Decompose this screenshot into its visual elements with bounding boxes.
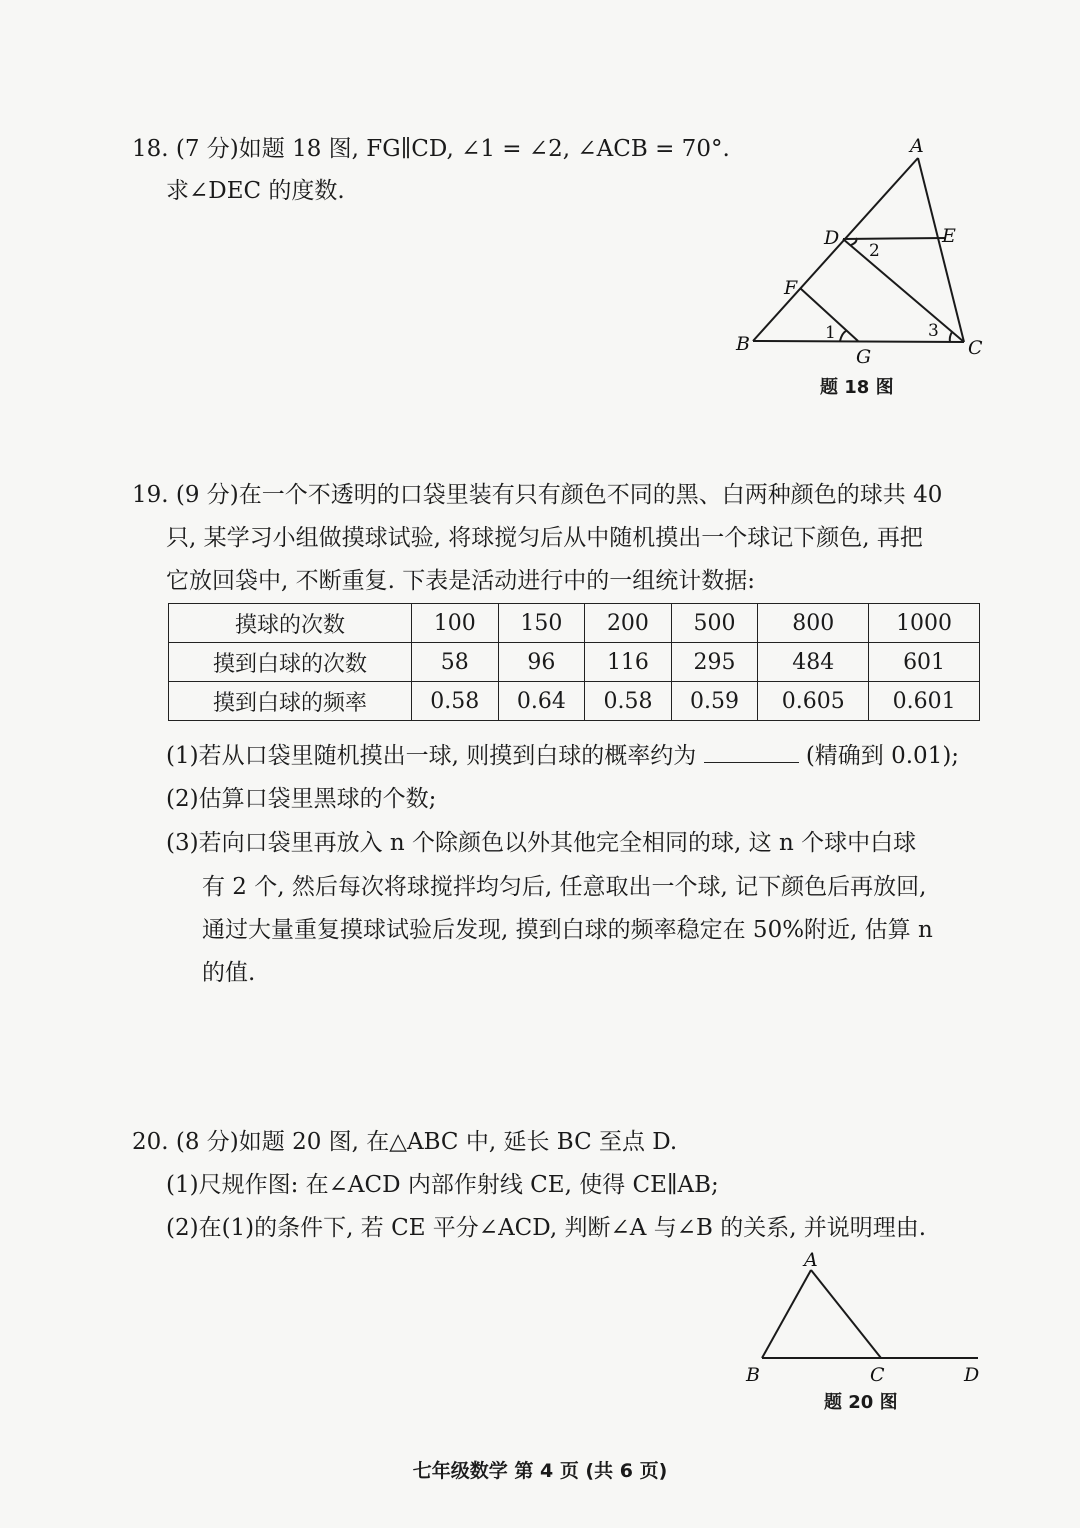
q20-figure-caption: 题 20 图	[824, 1392, 898, 1413]
table-cell: 1000	[869, 604, 980, 643]
answer-blank	[704, 740, 799, 763]
q18-side-ab	[753, 158, 918, 341]
q18-label-g: G	[856, 346, 872, 368]
row-header: 摸到白球的次数	[169, 643, 412, 682]
q20-label-a: A	[804, 1249, 818, 1271]
q20-part-2: (2)在(1)的条件下, 若 CE 平分∠ACD, 判断∠A 与∠B 的关系, 并说明理由.	[166, 1215, 927, 1241]
q19-line-2: 只, 某学习小组做摸球试验, 将球搅匀后从中随机摸出一个球记下颜色, 再把	[166, 525, 923, 551]
q19-line-1: 19. (9 分)在一个不透明的口袋里装有只有颜色不同的黑、白两种颜色的球共 40	[132, 482, 943, 508]
table-cell: 601	[869, 643, 980, 682]
table-cell: 0.601	[869, 682, 980, 721]
q18-figure	[728, 130, 998, 370]
table-cell: 96	[498, 643, 585, 682]
q18-segment-dc	[843, 239, 964, 342]
q19-part-2: (2)估算口袋里黑球的个数;	[166, 786, 437, 812]
page-footer: 七年级数学 第 4 页 (共 6 页)	[412, 1460, 668, 1482]
table-cell: 0.605	[758, 682, 869, 721]
q18-label-b: B	[736, 333, 750, 355]
q19-part-3-line-4: 的值.	[202, 960, 256, 986]
q20-label-c: C	[870, 1364, 885, 1386]
q19-part-3-line-2: 有 2 个, 然后每次将球搅拌均匀后, 任意取出一个球, 记下颜色后再放回,	[202, 874, 927, 900]
table-cell: 200	[585, 604, 672, 643]
table-cell: 100	[412, 604, 499, 643]
table-cell: 0.64	[498, 682, 585, 721]
row-header: 摸到白球的频率	[169, 682, 412, 721]
q20-part-1: (1)尺规作图: 在∠ACD 内部作射线 CE, 使得 CE∥AB;	[166, 1172, 719, 1198]
table-cell: 0.59	[671, 682, 758, 721]
q20-side-ac	[811, 1270, 881, 1358]
q20-figure	[738, 1248, 998, 1393]
table-cell: 58	[412, 643, 499, 682]
q18-side-bc	[753, 341, 964, 342]
table-cell: 0.58	[585, 682, 672, 721]
q20-line-1: 20. (8 分)如题 20 图, 在△ABC 中, 延长 BC 至点 D.	[132, 1129, 678, 1155]
q18-angle-3-arc	[950, 332, 952, 342]
q18-side-ac	[918, 158, 964, 342]
q20-label-b: B	[746, 1364, 760, 1386]
q18-angle-2: 2	[869, 241, 880, 261]
q19-stats-table	[168, 603, 980, 721]
q18-label-f: F	[784, 277, 798, 299]
q19-part-1-note: (精确到 0.01);	[805, 743, 960, 769]
q18-angle-1: 1	[825, 323, 836, 343]
q18-figure-caption: 题 18 图	[820, 377, 894, 398]
table-cell: 0.58	[412, 682, 499, 721]
q18-line-1: 18. (7 分)如题 18 图, FG∥CD, ∠1 = ∠2, ∠ACB = 70°.	[132, 136, 730, 162]
q18-angle-3: 3	[928, 321, 939, 341]
q19-part-3-line-3: 通过大量重复摸球试验后发现, 摸到白球的频率稳定在 50%附近, 估算 n	[202, 917, 933, 943]
table-cell: 116	[585, 643, 672, 682]
table-row	[169, 604, 980, 643]
q18-line-2: 求∠DEC 的度数.	[166, 178, 345, 204]
q19-part-1	[166, 740, 959, 771]
table-cell: 800	[758, 604, 869, 643]
table-cell: 500	[671, 604, 758, 643]
row-header: 摸球的次数	[169, 604, 412, 643]
q19-part-1-text: (1)若从口袋里随机摸出一球, 则摸到白球的概率约为	[166, 743, 697, 769]
table-cell: 150	[498, 604, 585, 643]
table-row	[169, 682, 980, 721]
q18-segment-de	[843, 238, 946, 239]
q18-angle-1-arc	[840, 331, 846, 341]
table-cell: 484	[758, 643, 869, 682]
q18-label-d: D	[824, 227, 840, 249]
q19-line-3: 它放回袋中, 不断重复. 下表是活动进行中的一组统计数据:	[166, 568, 755, 594]
q18-label-a: A	[910, 135, 924, 157]
table-row	[169, 643, 980, 682]
q18-label-c: C	[968, 337, 983, 359]
q20-label-d: D	[964, 1364, 980, 1386]
table-cell: 295	[671, 643, 758, 682]
q20-side-ab	[762, 1270, 811, 1358]
q19-part-3-line-1: (3)若向口袋里再放入 n 个除颜色以外其他完全相同的球, 这 n 个球中白球	[166, 830, 917, 856]
q18-label-e: E	[942, 225, 956, 247]
